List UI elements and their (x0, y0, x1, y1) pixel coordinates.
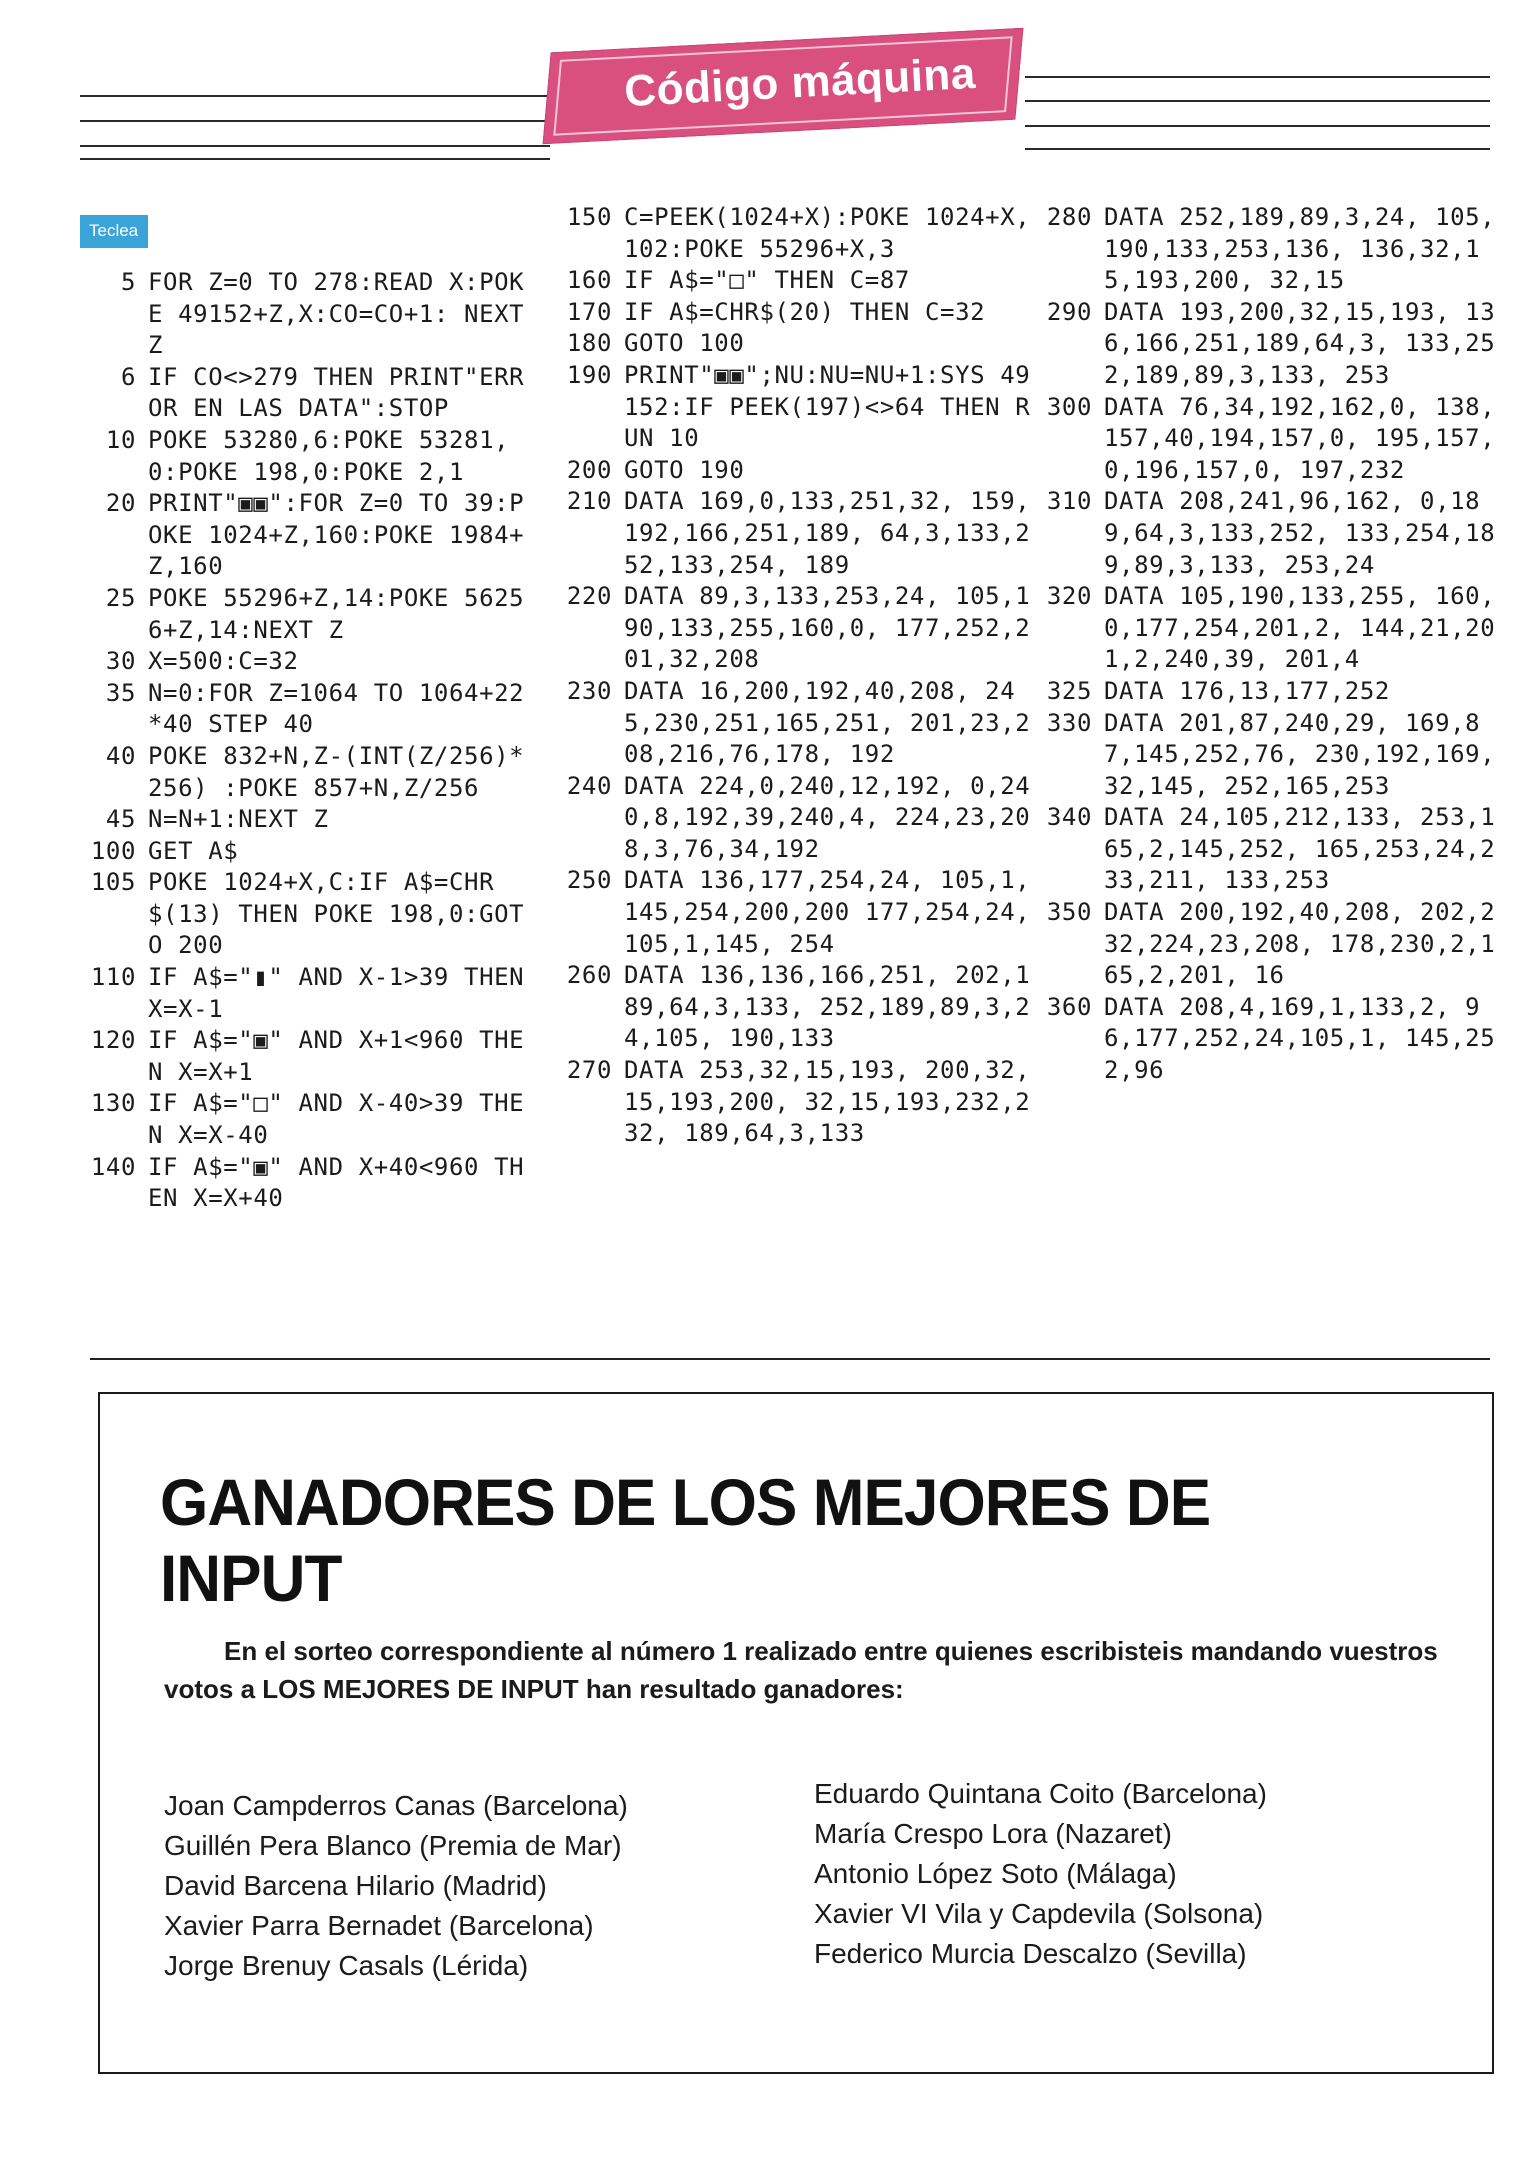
line-number: 360 (1046, 992, 1092, 1021)
line-number: 105 (90, 868, 136, 897)
line-number: 10 (105, 425, 136, 454)
code-line (552, 960, 1042, 1055)
code-text: POKE 53280,6:POKE 53281,0:POKE 198,0:POKE 2,1 (148, 425, 510, 486)
code-column-3 (1034, 202, 1504, 1087)
line-number: 270 (566, 1056, 612, 1085)
teclea-tag: Teclea (80, 215, 148, 248)
code-line (80, 741, 535, 804)
code-column-2 (552, 202, 1042, 1150)
line-number: 170 (566, 297, 612, 326)
line-number: 6 (120, 362, 136, 391)
header-rule (1025, 125, 1490, 127)
code-line (80, 362, 535, 425)
winner-name: Xavier Parra Bernadet (Barcelona) (164, 1910, 594, 1941)
winners-title: GANADORES DE LOS MEJORES DE INPUT (160, 1465, 1211, 1615)
winners-list-right (814, 1774, 1267, 1974)
line-number: 320 (1046, 582, 1092, 611)
code-line (80, 1152, 535, 1215)
code-text: N=0:FOR Z=1064 TO 1064+22*40 STEP 40 (148, 678, 525, 739)
winner-name: María Crespo Lora (Nazaret) (814, 1818, 1172, 1849)
code-line (80, 836, 535, 868)
code-text: PRINT"▣▣";NU:NU=NU+1:SYS 49152:IF PEEK(197)<>64 THEN RUN 10 (624, 360, 1031, 453)
winner-name: Eduardo Quintana Coito (Barcelona) (814, 1778, 1267, 1809)
line-number: 150 (566, 203, 612, 231)
line-number: 340 (1046, 803, 1092, 832)
code-line (80, 678, 535, 741)
line-number: 110 (90, 963, 136, 992)
code-text: PRINT"▣▣":FOR Z=0 TO 39:POKE 1024+Z,160:POKE 1984+Z,160 (148, 489, 525, 581)
code-line (1034, 581, 1504, 676)
winner-name: Joan Campderros Canas (Barcelona) (164, 1790, 628, 1821)
code-line (552, 328, 1042, 360)
code-line (552, 771, 1042, 866)
line-number: 300 (1046, 392, 1092, 421)
header-rule (80, 158, 550, 160)
winner-name: Guillén Pera Blanco (Premia de Mar) (164, 1830, 622, 1861)
line-number: 200 (566, 455, 612, 484)
code-text: DATA 224,0,240,12,192, 0,240,8,192,39,240,4, 224,23,208,3,76,34,192 (624, 771, 1031, 863)
code-text: DATA 253,32,15,193, 200,32,15,193,200, 32,15,193,232,232, 189,64,3,133 (624, 1056, 1031, 1148)
code-line (552, 455, 1042, 487)
code-line (80, 425, 535, 488)
line-number: 5 (120, 268, 136, 296)
header-rule (80, 145, 550, 147)
line-number: 260 (566, 961, 612, 990)
line-number: 130 (90, 1089, 136, 1118)
code-text: DATA 89,3,133,253,24, 105,190,133,255,160,0, 177,252,201,32,208 (624, 582, 1031, 674)
code-line (1034, 486, 1504, 581)
code-line (1034, 992, 1504, 1087)
line-number: 350 (1046, 898, 1092, 927)
line-number: 25 (105, 583, 136, 612)
code-text: N=N+1:NEXT Z (148, 805, 329, 834)
line-number: 310 (1046, 487, 1092, 516)
code-text: DATA 201,87,240,29, 169,87,145,252,76, 230,192,169,32,145, 252,165,253 (1104, 708, 1496, 800)
code-text: C=PEEK(1024+X):POKE 1024+X,102:POKE 55296+X,3 (624, 203, 1031, 263)
line-number: 45 (105, 805, 136, 834)
code-line (1034, 708, 1504, 803)
code-line (552, 486, 1042, 581)
header-rule (1025, 148, 1490, 150)
code-line (552, 581, 1042, 676)
code-text: POKE 55296+Z,14:POKE 56256+Z,14:NEXT Z (148, 583, 525, 644)
code-text: GET A$ (148, 836, 239, 865)
line-number: 240 (566, 771, 612, 800)
line-number: 30 (105, 647, 136, 676)
winner-name: David Barcena Hilario (Madrid) (164, 1870, 547, 1901)
code-text: DATA 193,200,32,15,193, 136,166,251,189,64,3, 133,252,189,89,3,133, 253 (1104, 297, 1496, 389)
winner-name: Antonio López Soto (Málaga) (814, 1858, 1177, 1889)
code-text: IF A$=CHR$(20) THEN C=32 (624, 297, 986, 326)
winners-list-left (164, 1786, 628, 1986)
line-number: 280 (1046, 203, 1092, 231)
code-text: DATA 136,177,254,24, 105,1,145,254,200,200 177,254,24,105,1,145, 254 (624, 866, 1031, 958)
line-number: 210 (566, 487, 612, 516)
code-line (80, 583, 535, 646)
winners-box (98, 1392, 1494, 2074)
code-line (1034, 392, 1504, 487)
code-line (80, 488, 535, 583)
winner-name: Jorge Brenuy Casals (Lérida) (164, 1950, 529, 1981)
code-text: DATA 176,13,177,252 (1104, 676, 1390, 705)
line-number: 120 (90, 1026, 136, 1055)
code-text: DATA 136,136,166,251, 202,189,64,3,133, 252,189,89,3,24,105, 190,133 (624, 961, 1031, 1053)
code-text: DATA 76,34,192,162,0, 138,157,40,194,157,0, 195,157,0,196,157,0, 197,232 (1104, 392, 1496, 484)
code-line (80, 646, 535, 678)
code-text: DATA 169,0,133,251,32, 159,192,166,251,189, 64,3,133,252,133,254, 189 (624, 487, 1031, 579)
line-number: 140 (90, 1152, 136, 1181)
code-line (80, 867, 535, 962)
code-line (1034, 297, 1504, 392)
code-text: IF A$="□" THEN C=87 (624, 266, 910, 295)
code-line (552, 865, 1042, 960)
code-text: POKE 832+N,Z-(INT(Z/256)*256) :POKE 857+N,Z/256 (148, 741, 525, 802)
line-number: 325 (1046, 676, 1092, 705)
code-line (80, 1025, 535, 1088)
code-text: DATA 252,189,89,3,24, 105,190,133,253,136, 136,32,15,193,200, 32,15 (1104, 203, 1496, 295)
line-number: 160 (566, 266, 612, 295)
code-line (80, 962, 535, 1025)
code-line (80, 1088, 535, 1151)
line-number: 100 (90, 836, 136, 865)
line-number: 20 (105, 489, 136, 518)
line-number: 35 (105, 678, 136, 707)
header-rule (80, 120, 550, 122)
section-title: Código máquina (623, 48, 977, 117)
section-divider (90, 1358, 1490, 1360)
code-line (1034, 802, 1504, 897)
winners-intro: En el sorteo correspondiente al número 1 realizado entre quienes escribisteis mandando vuestros votos a LOS MEJORES DE INPUT han resultado ganadores: (164, 1636, 1438, 1704)
line-number: 290 (1046, 297, 1092, 326)
code-text: DATA 16,200,192,40,208, 245,230,251,165,251, 201,23,208,216,76,178, 192 (624, 676, 1031, 769)
code-text: DATA 105,190,133,255, 160,0,177,254,201,2, 144,21,201,2,240,39, 201,4 (1104, 582, 1496, 674)
header-rule (80, 95, 550, 97)
code-text: X=500:C=32 (148, 647, 299, 676)
code-text: IF A$="□" AND X-40>39 THEN X=X-40 (148, 1089, 525, 1150)
line-number: 180 (566, 329, 612, 358)
code-line (552, 1055, 1042, 1150)
header-rule (1025, 100, 1490, 102)
code-line (552, 676, 1042, 771)
code-line (1034, 897, 1504, 992)
line-number: 230 (566, 676, 612, 705)
code-text: DATA 24,105,212,133, 253,165,2,145,252, 165,253,24,233,211, 133,253 (1104, 803, 1496, 895)
code-line (80, 267, 535, 362)
code-line (80, 804, 535, 836)
code-text: DATA 200,192,40,208, 202,232,224,23,208, 178,230,2,165,2,201, 16 (1104, 898, 1496, 990)
code-text: IF A$="▣" AND X+40<960 THEN X=X+40 (148, 1152, 525, 1213)
code-text: FOR Z=0 TO 278:READ X:POKE 49152+Z,X:CO=CO+1: NEXT Z (148, 268, 525, 360)
code-text: DATA 208,241,96,162, 0,189,64,3,133,252, 133,254,189,89,3,133, 253,24 (1104, 487, 1496, 579)
line-number: 220 (566, 582, 612, 611)
code-text: IF CO<>279 THEN PRINT"ERROR EN LAS DATA":STOP (148, 362, 525, 423)
code-line (1034, 676, 1504, 708)
code-column-1 (80, 267, 535, 1215)
code-line (552, 202, 1042, 265)
line-number: 250 (566, 866, 612, 895)
line-number: 330 (1046, 708, 1092, 737)
code-text: POKE 1024+X,C:IF A$=CHR$(13) THEN POKE 198,0:GOTO 200 (148, 868, 525, 960)
code-text: IF A$="▮" AND X-1>39 THEN X=X-1 (148, 963, 525, 1023)
code-line (552, 360, 1042, 455)
winner-name: Xavier VI Vila y Capdevila (Solsona) (814, 1898, 1264, 1929)
header-rule (1025, 76, 1490, 78)
line-number: 190 (566, 360, 612, 389)
winner-name: Federico Murcia Descalzo (Sevilla) (814, 1938, 1247, 1969)
code-line (552, 297, 1042, 329)
code-line (552, 265, 1042, 297)
code-text: GOTO 100 (624, 329, 745, 358)
code-line (1034, 202, 1504, 297)
code-text: IF A$="▣" AND X+1<960 THEN X=X+1 (148, 1026, 525, 1086)
code-text: DATA 208,4,169,1,133,2, 96,177,252,24,105,1, 145,252,96 (1104, 992, 1496, 1085)
line-number: 40 (105, 741, 136, 770)
code-text: GOTO 190 (624, 455, 745, 484)
